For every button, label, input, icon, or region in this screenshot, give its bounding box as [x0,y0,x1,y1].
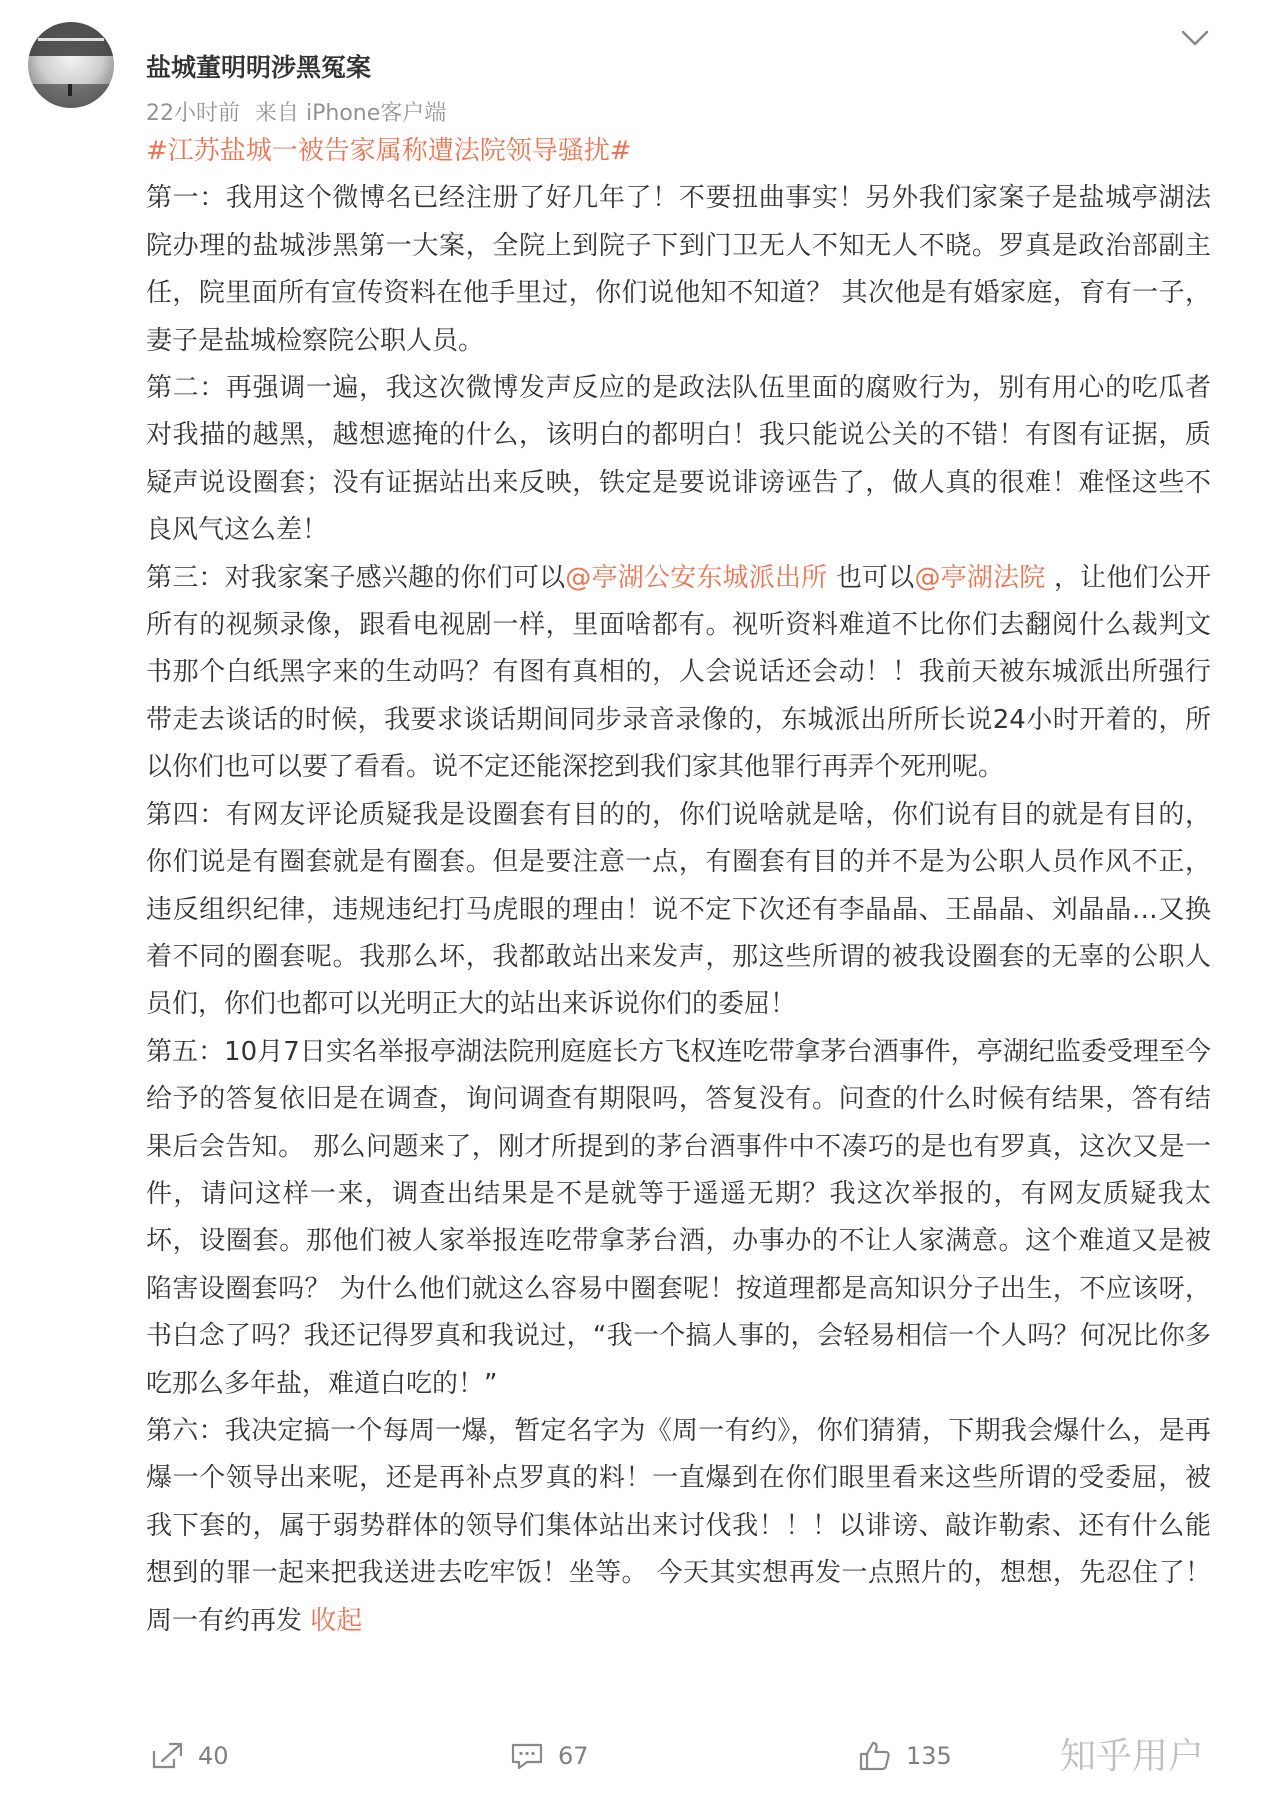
paragraph-6-text: 第六：我决定搞一个每周一爆，暂定名字为《周一有约》，你们猜猜，下期我会爆什么，是再爆一个领导出来呢，还是再补点罗真的料！一直爆到在你们眼里看来这些所谓的受委屈，被我下套的，属于弱势群体的领导们集体站出来讨伐我！！！以诽谤、敲诈勒索、还有什么能想到的罪一起来把我送进去吃牢饭！坐等。 今天其实想再发一点照片的，想想，先忍住了！ 周一有约再发 [146,1415,1211,1636]
comment-count: 67 [558,1742,589,1770]
paragraph-4: 第四：有网友评论质疑我是设圈套有目的的，你们说啥就是啥，你们说有目的就是有目的，你们说是有圈套就是有圈套。但是要注意一点，有圈套有目的并不是为公职人员作风不正，违反组织纪律，违规违纪打马虎眼的理由！说不定下次还有李晶晶、王晶晶、刘晶晶…又换着不同的圈套呢。我那么坏，我都敢站出来发声，那这些所谓的被我设圈套的无辜的公职人员们，你们也都可以光明正大的站出来诉说你们的委屈！ [146,799,1211,1020]
watermark: 知乎用户 [1060,1736,1205,1777]
avatar[interactable] [28,22,114,108]
paragraph-3-text-b: 也可以 [827,562,915,593]
post-body [146,128,1211,1645]
paragraph-3 [146,555,1211,792]
collapse-link[interactable]: 收起 [310,1605,363,1636]
paragraph-5: 第五：10月7日实名举报亭湖法院刑庭庭长方飞权连吃带拿茅台酒事件，亭湖纪监委受理至今给予的答复依旧是在调查，询问调查有期限吗，答复没有。问查的什么时候有结果，答有结果后会告知。 那么问题来了，刚才所提到的茅台酒事件中不凑巧的是也有罗真，这次又是一件，请问这样一来，调查出结果是不是就等于遥遥无期？我这次举报的，有网友质疑我太坏，设圈套。那他们被人家举报连吃带拿茅台酒，办事办的不让人家满意。这个难道又是被陷害设圈套吗？ 为什么他们就这么容易中圈套呢！按道理都是高知识分子出生，不应该呀，书白念了吗？我还记得罗真和我说过，“我一个搞人事的，会轻易相信一个人吗？何况比你多吃那么多年盐，难道白吃的！” [146,1036,1211,1399]
repost-icon [150,1741,184,1771]
mention-police-link[interactable]: @亭湖公安东城派出所 [565,562,828,593]
paragraph-3-text-c: ，让他们公开所有的视频录像，跟看电视剧一样，里面啥都有。视听资料难道不比你们去翻阅什么裁判文书那个白纸黑字来的生动吗？有图有真相的，人会说话还会动！！我前天被东城派出所强行带走去谈话的时候，我要求谈话期间同步录音录像的，东城派出所所长说24小时开着的，所以你们也可以要了看看。说不定还能深挖到我们家其他罪行再弄个死刑呢。 [146,562,1211,783]
paragraph-3-text-a: 第三：对我家案子感兴趣的你们可以 [146,562,566,593]
paragraph-1: 第一：我用这个微博名已经注册了好几年了！不要扭曲事实！另外我们家案子是盐城亭湖法院办理的盐城涉黑第一大案，全院上到院子下到门卫无人不知无人不晓。罗真是政治部副主任，院里面所有宣传资料在他手里过，你们说他知不知道？ 其次他是有婚家庭，育有一子，妻子是盐城检察院公职人员。 [146,183,1211,356]
like-icon [858,1740,892,1772]
repost-button[interactable] [150,1726,229,1786]
username[interactable]: 盐城董明明涉黑冤案 [146,53,372,82]
like-count: 135 [906,1742,952,1770]
chevron-down-icon[interactable] [1178,26,1212,52]
comment-icon [510,1741,544,1771]
comment-button[interactable] [510,1726,589,1786]
post-meta [146,96,454,127]
like-button[interactable] [858,1726,952,1786]
paragraph-6 [146,1408,1211,1645]
mention-court-link[interactable]: @亭湖法院 [914,562,1046,593]
post-source: 来自 iPhone客户端 [255,101,447,126]
avatar-image [28,22,114,108]
post-time: 22小时前 [146,101,240,126]
repost-count: 40 [198,1742,229,1770]
hashtag-link[interactable]: #江苏盐城一被告家属称遭法院领导骚扰# [146,136,632,166]
paragraph-2: 第二：再强调一遍，我这次微博发声反应的是政法队伍里面的腐败行为，别有用心的吃瓜者对我描的越黑，越想遮掩的什么，该明白的都明白！我只能说公关的不错！有图有证据，质疑声说设圈套；没有证据站出来反映，铁定是要说诽谤诬告了，做人真的很难！难怪这些不良风气这么差！ [146,373,1211,546]
